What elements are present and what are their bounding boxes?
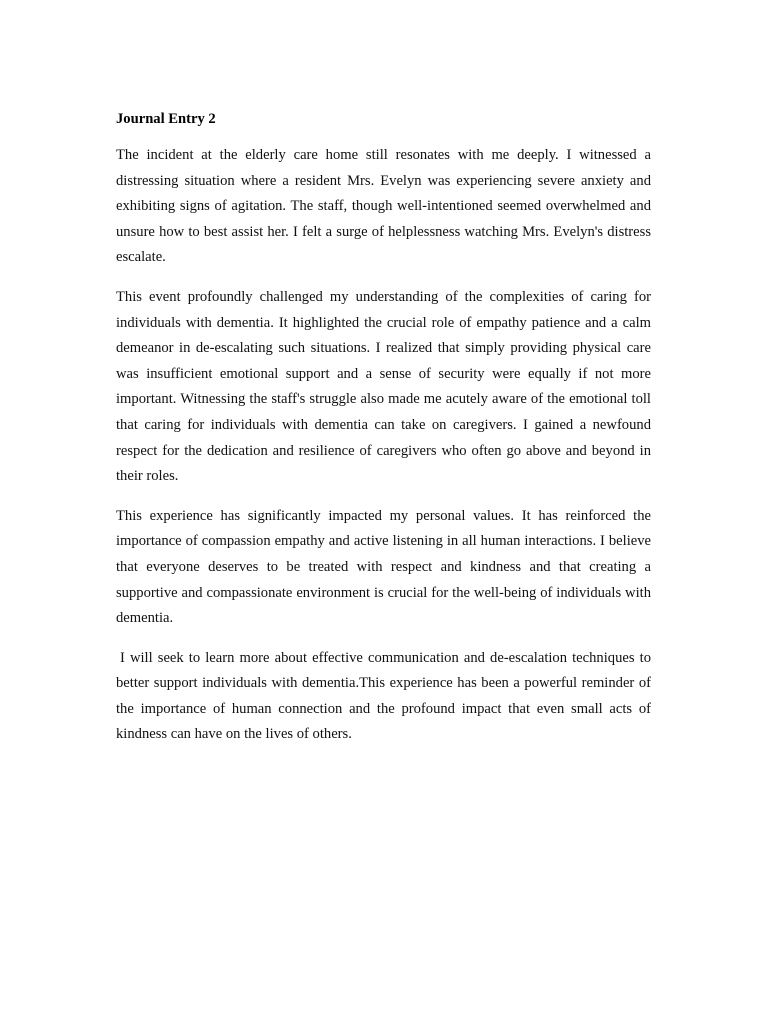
journal-entry-title: Journal Entry 2: [116, 111, 216, 127]
document-body: [116, 108, 651, 762]
paragraph-personal-values: This experience has significantly impacted my personal values. It has reinforced the importance of compassion empathy and active listening in all human interactions. I believe that everyone deserves to be treated with respect and kindness and that creating a supportive and compassionate environment is crucial for the well-being of individuals with dementia.: [116, 507, 651, 627]
paragraph-reflection: This event profoundly challenged my understanding of the complexities of caring for individuals with dementia. It highlighted the crucial role of empathy patience and a calm demeanor in de-escalating such situations. I realized that simply providing physical care was insufficient emotional support and a sense of security were equally if not more important. Witnessing the staff's struggle also made me acutely aware of the emotional toll that caring for individuals with dementia can take on caregivers. I gained a newfound respect for the dedication and resilience of caregivers who often go above and beyond in their roles.: [116, 288, 651, 485]
paragraph-future-learning: I will seek to learn more about effective communication and de-escalation techniques to better support individuals with dementia.This experience has been a powerful reminder of the importance of human connection and the profound impact that even small acts of kindness can have on the lives of others.: [116, 649, 651, 743]
paragraph-incident: The incident at the elderly care home still resonates with me deeply. I witnessed a distressing situation where a resident Mrs. Evelyn was experiencing severe anxiety and exhibiting signs of agitation. The staff, though well-intentioned seemed overwhelmed and unsure how to best assist her. I felt a surge of helplessness watching Mrs. Evelyn's distress escalate.: [116, 147, 651, 266]
